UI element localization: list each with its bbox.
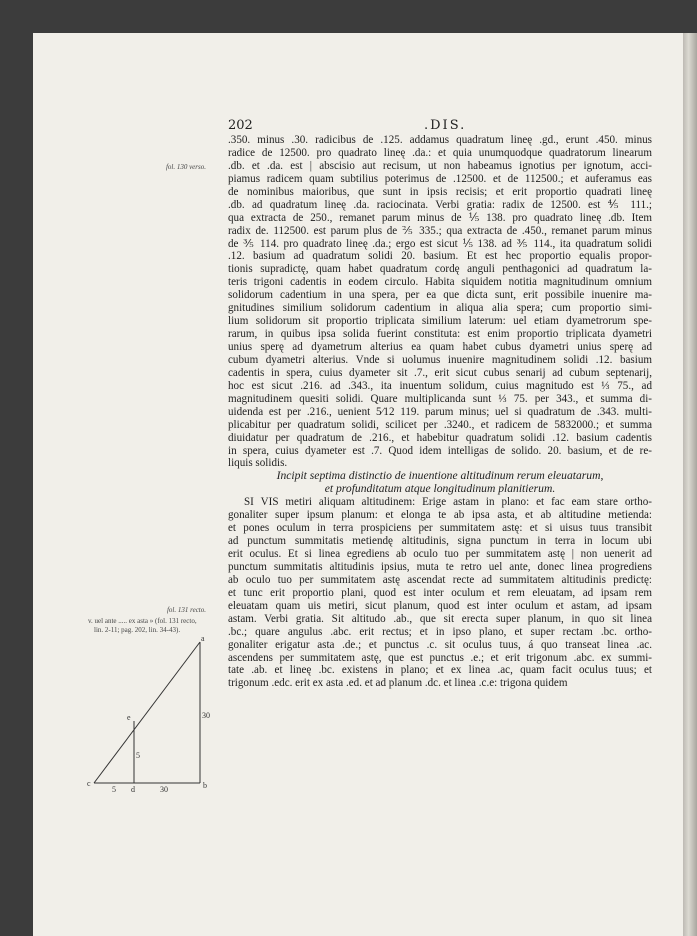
text-line: solidorum cadentium in una spera, per ea que dicta sunt, erit possibile inuenire ma- (228, 289, 652, 302)
text-line: rarum, in quibus ipsa solida fuerint constituta: est enim proportio triplicata dyametri (228, 328, 652, 341)
text-line: punctum summitatis altitudinis ipsius, muta te retro uel ante, donec linea progrediens (228, 560, 652, 573)
text-line: uidenda est per .216., uenient 5⁄12 119. parum minus; uel si quadratum de .343. multi- (228, 405, 652, 418)
text-line: .350. minus .30. radicibus de .125. addamus quadratum lineę .gd., erunt .450. minus (228, 134, 652, 146)
text-line: de nominibus maioribus, que sunt in ipsis recisis; et erit proportio quadrati lineę (228, 185, 652, 198)
text-line: cadentis in spera, cuius dyameter sit .7., erit sicut cubus senarij ad cubum septenarij, (228, 366, 652, 379)
measure-ab: 30 (202, 711, 210, 720)
text-line: radice de 12500. pro quadrato lineę .da.: et quia unumquodque quadratorum linearum (228, 146, 652, 159)
measure-db: 30 (160, 785, 168, 794)
text-line: erit oculus. Et si linea egrediens ab oculo tuo per summitatem astę | non uenerit ad (228, 548, 652, 560)
margin-note-fol131: fol. 131 recto. (166, 606, 206, 614)
text-line: gonaliter super ipsum planum: et elonga te ab ipsa asta, et ab altitudine metienda: (228, 509, 652, 522)
page-edge-shadow (683, 33, 697, 936)
text-line: plicabitur per quadratum solidi, scilicet per .3240., et radicem de 5832000.; et summa (228, 418, 652, 431)
text-line: ab oculo tuo per summitatem astę ascendat recte ad summitatem altitudinis predictę: (228, 573, 652, 586)
measure-cd: 5 (112, 785, 116, 794)
text-line: trigonum .edc. erit ex asta .ed. et ad planum .dc. et linea .c.e: trigona quidem (228, 677, 568, 690)
text-line: .bc.; quare angulus .abc. erit rectus; et in ipso plano, et super rectam .bc. ortho- (228, 625, 652, 638)
text-line: qua extracta de 250., remanet parum minus de ⅕ 138. pro quadrato lineę .db. Item (228, 211, 652, 224)
text-line: piamus radicem quam subtilius poterimus de .12500. et de 112500.; et auferamus eas (228, 172, 652, 185)
margin-note-variant-2: lin. 2-11; pag. 202, lin. 34-43). (94, 626, 181, 634)
measure-de: 5 (136, 751, 140, 760)
text-line: magnitudinem quesiti solidi. Quare multiplicanda sunt ⅓ 75. per 343., et summa di- (228, 392, 652, 405)
line-ca (94, 642, 200, 783)
point-c: c (87, 779, 91, 788)
text-line: radix de. 112500. est parum plus de ⅖ 335.; qua extracta de .450., remanet parum minus (228, 224, 652, 237)
point-a: a (201, 634, 205, 643)
body-text (228, 134, 652, 690)
text-line: Incipit septima distinctio de inuentione altitudinum rerum eleuatarum, (276, 470, 604, 483)
text-line: cubum dyametri alterius. Vnde si uolumus inuenire magnitudinem solidi .12. basium (228, 353, 652, 366)
text-line: in spera, cuius dyameter est .7. Quod idem intelligas de solido. 20. basium, et de re- (228, 444, 652, 457)
text-line: et tunc erit proportio plani, quod est inter oculum et rem eleuatam, ad ipsam rem (228, 586, 652, 599)
text-line: gonaliter erigatur asta .de.; et punctus .c. sit oculus tuus, á quo transeat linea .ac. (228, 638, 652, 651)
text-line: tate .ab. et lineę .bc. existens in plano; et ex linea .ac, quam facit oculus tuus; et (228, 664, 652, 677)
text-line: tionis supradictę, quam habet quadratum cordę anguli penthagonici ad quadratum la- (228, 263, 652, 276)
text-line: diuidatur per quadratum de .216., et habebitur quadratum solidi .12. basium cadentis (228, 431, 652, 444)
text-line: eleuatam quam uis metiri, sicut planum, quod est inter oculum et astam, ad ipsam (228, 599, 652, 612)
text-line: gnitudines similium solidorum cadentium in aliqua alia spera; cum proportio simi- (228, 302, 652, 315)
point-b: b (203, 781, 207, 790)
point-d: d (131, 785, 135, 794)
text-line: de ⅗ 114. pro quadrato lineę .da.; ergo est sicut ⅕ 138. ad ⅗ 114., ita quadratum solidi (228, 237, 652, 250)
margin-note-fol130: fol. 130 verso. (165, 163, 206, 171)
running-title: .DIS. (424, 118, 467, 133)
page-number: 202 (228, 118, 253, 133)
text-line: unius sperę ad dyametrum alterius ea quam habet cubus dyametri unius sperę ad (228, 341, 652, 353)
text-line: ascendens per summitatem astę, que est punctus .e.; et erit trigonum .abc. ex summi- (228, 651, 652, 664)
text-line: SI VIS metiri aliquam altitudinem: Erige astam in plano: et fac eam stare ortho- (244, 496, 652, 509)
page-header (228, 118, 652, 134)
text-line: et profunditatum atque longitudinum planitierum. (324, 483, 556, 496)
text-line: liquis solidis. (228, 457, 288, 470)
triangle-figure (86, 632, 212, 792)
text-line: teris trigoni cadentis in eodem circulo. Habita siquidem notitia magnitudinum omnium (228, 276, 652, 289)
text-line: .db. et .da. est | abscisio aut recisum, ut non habeamus ignotius per ignotum, acci- (228, 159, 652, 172)
point-e: e (127, 713, 131, 722)
text-line: .12. basium ad quadratum solidi 20. basium. Et est hec proportio equalis propor- (228, 250, 652, 263)
text-line: astam. Verbi gratia. Sit altitudo .ab., que sit erecta super planum, in quo sit linea (228, 612, 652, 625)
text-line: lium solidorum sit proportio triplicata similium laterum: uel etiam dyametrorum spe- (228, 315, 652, 328)
text-line: .db. ad quadratum lineę .da. raciocinata. Verbi gratia: radix de 12500. est ⅘ 111.; (228, 198, 652, 211)
text-line: et pones oculum in terra prospiciens per summitatem astę: et si uisus tuus transibit (228, 522, 652, 535)
text-line: hoc est sicut .216. ad .343., ita inuentum solidum, cuius magnitudo est ⅓ 75., ad (228, 379, 652, 392)
margin-note-variant-1: v. uel ante ..... ex asta » (fol. 131 recto, (88, 617, 197, 625)
text-line: ad punctum summitatis metiendę altitudinis, signa punctum in terra in locum ubi (228, 535, 652, 548)
